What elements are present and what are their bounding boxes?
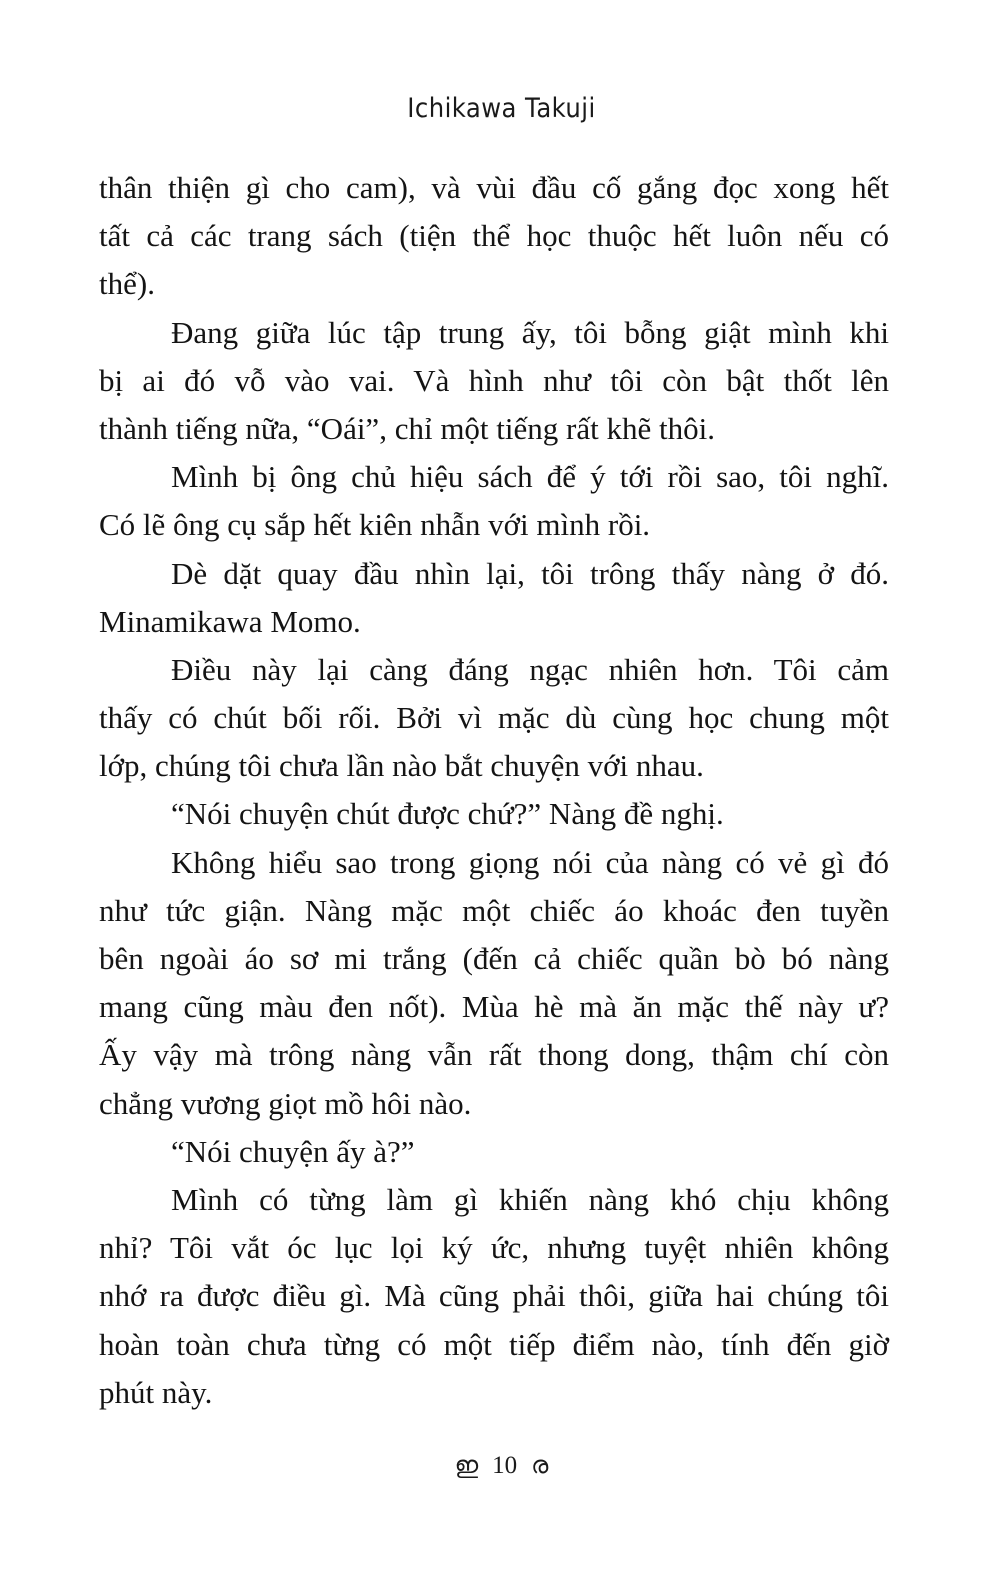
text-line: Minamikawa Momo.: [99, 603, 361, 639]
text-line: “Nói chuyện chút được chứ?” Nàng đề nghị.: [171, 796, 724, 832]
text-line: tất cả các trang sách (tiện thể học thuộc hết luôn nếu có: [99, 218, 889, 254]
running-head-author: Ichikawa Takuji: [407, 93, 596, 124]
text-line: Có lẽ ông cụ sắp hết kiên nhẫn với mình rồi.: [99, 507, 651, 543]
text-line: Mình bị ông chủ hiệu sách để ý tới rồi sao, tôi nghĩ.: [171, 459, 889, 495]
text-line: thành tiếng nữa, “Oái”, chỉ một tiếng rất khẽ thôi.: [99, 410, 715, 446]
text-line: bị ai đó vỗ vào vai. Và hình như tôi còn bật thốt lên: [99, 362, 889, 398]
text-line: Đang giữa lúc tập trung ấy, tôi bỗng giật mình khi: [171, 314, 889, 350]
text-line: lớp, chúng tôi chưa lần nào bắt chuyện với nhau.: [99, 748, 704, 784]
text-line: hoàn toàn chưa từng có một tiếp điểm nào, tính đến giờ: [99, 1326, 889, 1362]
text-line: bên ngoài áo sơ mi trắng (đến cả chiếc quần bò bó nàng: [99, 941, 889, 976]
text-line: nhớ ra được điều gì. Mà cũng phải thôi, giữa hai chúng tôi: [99, 1278, 889, 1314]
body-text: [99, 164, 889, 1417]
text-line: thể).: [99, 266, 155, 302]
text-line: chẳng vương giọt mồ hôi nào.: [99, 1085, 472, 1121]
text-line: mang cũng màu đen nốt). Mùa hè mà ăn mặc thế này ư?: [99, 989, 889, 1025]
text-line: như tức giận. Nàng mặc một chiếc áo khoác đen tuyền: [99, 892, 889, 928]
text-line: phút này.: [99, 1374, 213, 1410]
text-line: Mình có từng làm gì khiến nàng khó chịu không: [171, 1181, 889, 1217]
text-line: Dè dặt quay đầu nhìn lại, tôi trông thấy nàng ở đó.: [171, 555, 889, 591]
page-folio: [0, 1452, 1003, 1480]
text-line: “Nói chuyện ấy à?”: [171, 1133, 415, 1169]
text-line: nhỉ? Tôi vắt óc lục lọi ký ức, nhưng tuyệt nhiên không: [99, 1230, 889, 1266]
text-line: thấy có chút bối rối. Bởi vì mặc dù cùng học chung một: [99, 700, 889, 736]
text-line: Điều này lại càng đáng ngạc nhiên hơn. Tôi cảm: [171, 651, 889, 687]
left-ornament-icon: ഇ: [454, 1452, 479, 1479]
page-number: 10: [492, 1452, 518, 1480]
text-line: Không hiểu sao trong giọng nói của nàng có vẻ gì đó: [171, 844, 889, 880]
text-line: thân thiện gì cho cam), và vùi đầu cố gắng đọc xong hết: [99, 170, 889, 205]
text-line: Ấy vậy mà trông nàng vẫn rất thong dong, thậm chí còn: [99, 1037, 889, 1073]
right-ornament-icon: ര: [531, 1452, 549, 1479]
